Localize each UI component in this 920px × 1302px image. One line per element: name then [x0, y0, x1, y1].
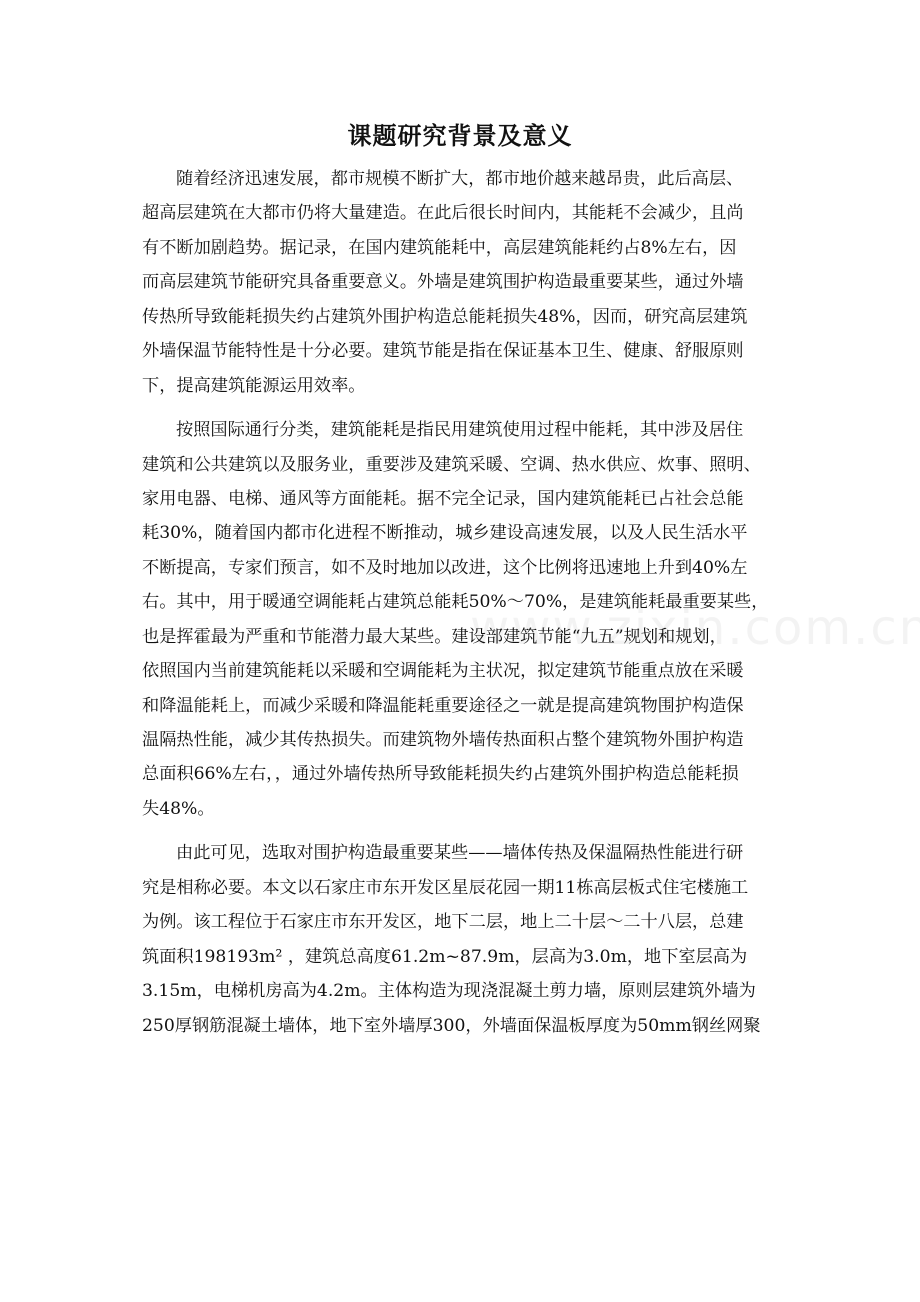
text-line: 250厚钢筋混凝土墙体，地下室外墙厚300，外墙面保温板厚度为50mm钢丝网聚 — [142, 1015, 761, 1036]
paragraph-2 — [142, 413, 792, 826]
text-line: 3.15m，电梯机房高为4.2m。主体构造为现浇混凝土剪力墙，原则层建筑外墙为 — [142, 981, 756, 1002]
text-line: 究是相称必要。本文以石家庄市东开发区星辰花园一期11栋高层板式住宅楼施工 — [142, 877, 749, 898]
text-line: 由此可见，选取对围护构造最重要某些——墙体传热及保温隔热性能进行研 — [176, 843, 744, 864]
paragraph-1 — [142, 162, 792, 403]
text-line: 按照国际通行分类，建筑能耗是指民用建筑使用过程中能耗，其中涉及居住 — [176, 420, 744, 441]
text-line: 总面积66%左右，，通过外墙传热所导致能耗损失约占建筑外围护构造总能耗损 — [142, 764, 739, 785]
text-line: 超高层建筑在大都市仍将大量建造。在此后很长时间内，其能耗不会减少，且尚 — [142, 203, 744, 224]
text-line: 也是挥霍最为严重和节能潜力最大某些。建设部建筑节能“九五”规划和规划， — [142, 626, 727, 647]
text-line: 依照国内当前建筑能耗以采暖和空调能耗为主状况，拟定建筑节能重点放在采暖 — [142, 661, 744, 682]
text-line: 温隔热性能，减少其传热损失。而建筑物外墙传热面积占整个建筑物外围护构造 — [142, 730, 744, 750]
text-line: 不断提高，专家们预言，如不及时地加以改进，这个比例将迅速地上升到40%左 — [142, 557, 748, 578]
text-line: 和降温能耗上，而减少采暖和降温能耗重要途径之一就是提高建筑物围护构造保 — [142, 695, 744, 716]
text-line: 耗30%，随着国内都市化进程不断推动，城乡建设高速发展，以及人民生活水平 — [142, 523, 748, 544]
text-line: 而高层建筑节能研究具备重要意义。外墙是建筑围护构造最重要某些，通过外墙 — [142, 272, 744, 293]
text-line: 为例。该工程位于石家庄市东开发区，地下二层，地上二十层～二十八层，总建 — [142, 912, 744, 933]
page-title: 课题研究背景及意义 — [347, 121, 573, 150]
text-line: 失48%。 — [142, 798, 215, 819]
text-line: 下，提高建筑能源运用效率。 — [142, 375, 366, 396]
text-line: 外墙保温节能特性是十分必要。建筑节能是指在保证基本卫生、健康、舒服原则 — [142, 341, 744, 362]
text-line: 有不断加剧趋势。据记录，在国内建筑能耗中，高层建筑能耗约占8%左右，因 — [142, 237, 737, 258]
text-line: 筑面积198193m² ，建筑总高度61.2m~87.9m，层高为3.0m，地下室层高为 — [142, 946, 748, 967]
text-line: 建筑和公共建筑以及服务业，重要涉及建筑采暖、空调、热水供应、炊事、照明、 — [142, 454, 761, 475]
text-line: 随着经济迅速发展，都市规模不断扩大，都市地价越来越昂贵，此后高层、 — [176, 169, 744, 189]
text-line: 家用电器、电梯、通风等方面能耗。据不完全记录，国内建筑能耗已占社会总能 — [142, 488, 744, 509]
document-body — [142, 162, 792, 1043]
text-line: 右。其中，用于暖通空调能耗占建筑总能耗50%～70%，是建筑能耗最重要某些， — [142, 592, 769, 613]
text-line: 传热所导致能耗损失约占建筑外围护构造总能耗损失48%，因而，研究高层建筑 — [142, 306, 748, 327]
paragraph-3 — [142, 836, 792, 1043]
